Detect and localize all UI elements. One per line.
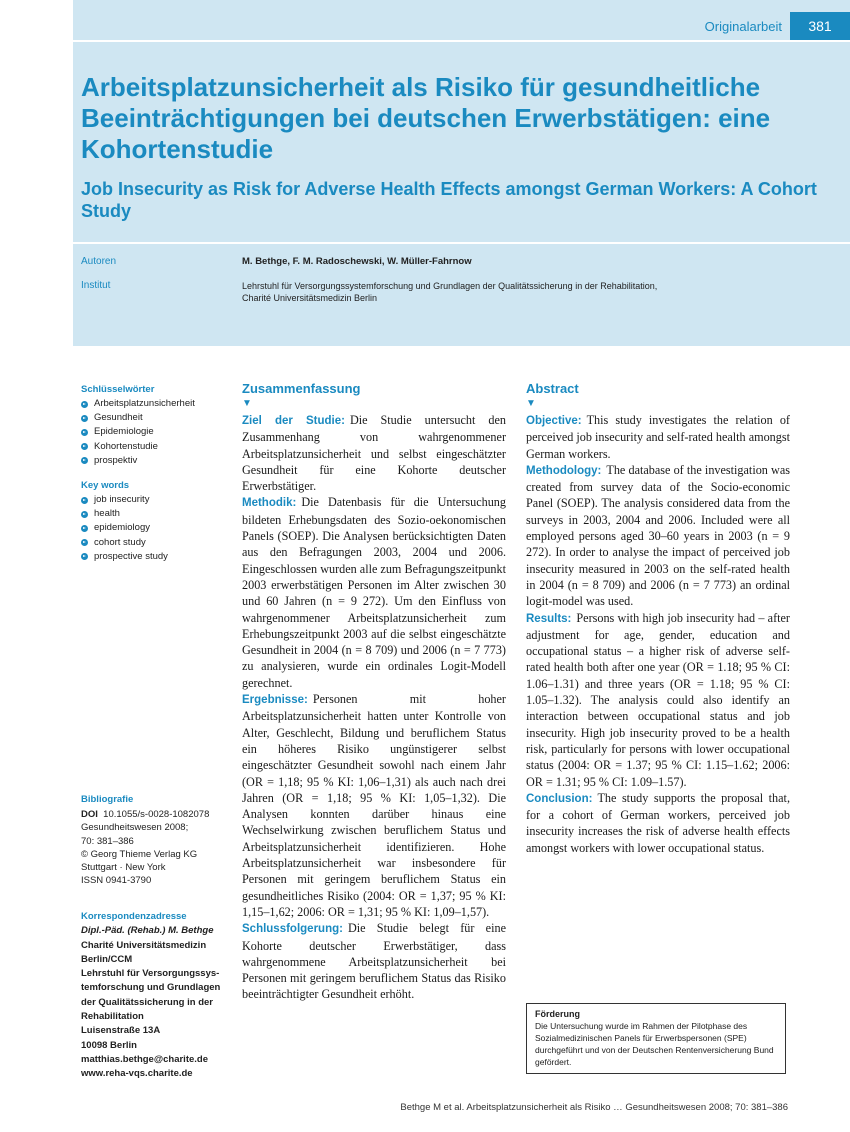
- corr-line: der Qualitätssicherung in der: [81, 996, 213, 1008]
- corr-line: Rehabilitation: [81, 1011, 144, 1023]
- section-text: Personen mit hoher Arbeitsplatzunsicherheit hatten unter Kontrolle von Alter, Geschlecht, Bildung und beruflichem Status ein höheres Risiko ungünstigerer selbst eingeschätzter Gesundheit sowohl nach einem Jahr (OR = 1,18; 95 % KI: 1,06–1,31) als auch nach drei Jahren (OR = 1,18; 95 % KI: 1,05–1,32). Die Analysen konnten darüber hinaus eine Wechselwirkung zwischen beruflichem Status und Arbeitsplatzunsicherheit identifizieren. Hohe Arbeitsplatzunsicherheit war insbesondere für Personen mit geringem beruflichem Status ein gesundheitliches Risiko (2004: OR = 1,37; 95 % KI: 1,15–1,62; 2006: OR = 1,31; 95 % KI: 1,09–1,57).: [242, 692, 506, 919]
- abstract-section: [242, 920, 506, 1002]
- correspondence: [81, 910, 231, 1082]
- keyword-text: prospective study: [94, 550, 168, 562]
- keyword-de: [81, 454, 231, 468]
- keyword-text: epidemiology: [94, 522, 150, 534]
- section-text: This study investigates the relation of perceived job insecurity and self-rated health amongst German workers.: [526, 413, 790, 461]
- keyword-text: job insecurity: [94, 494, 150, 506]
- funding-box: [526, 1003, 786, 1074]
- keyword-en: [81, 493, 231, 507]
- doi-line: [81, 808, 231, 821]
- doi-label: DOI: [81, 809, 98, 821]
- keywords-en-title: Key words: [81, 480, 130, 492]
- abstract-de-body: [242, 412, 506, 1003]
- keyword-de: [81, 425, 231, 439]
- biblio-line: 70: 381–386: [81, 835, 134, 847]
- keyword-en: [81, 536, 231, 550]
- abstract-section: [242, 412, 506, 494]
- keyword-de: [81, 411, 231, 425]
- section-text: Die Datenbasis für die Untersuchung bildeten Erhebungsdaten des Sozio-oekonomischen Panels (SOEP). Die Analysen berücksichtigten Daten aus den Befragungen 2003, 2004 und 2006. Eingeschlossen wurden alle zum Befragungszeitpunkt 2003 erwerbstätigen Personen im Alter zwischen 30 und 60 Jahren (n = 9 272). Um den Einfluss von wahrgenommener Arbeitsplatzunsicherheit zum Erhebungszeitpunkt 2003 auf die selbst eingeschätzte Gesundheit in 2004 (n = 8 709) und 2006 (n = 7 773) zu analysieren, wurde ein ordinales Logit-Modell gerechnet.: [242, 495, 506, 690]
- biblio-line: Gesundheitswesen 2008;: [81, 822, 189, 834]
- corr-line: matthias.bethge@charite.de: [81, 1053, 208, 1065]
- biblio-line: Stuttgart · New York: [81, 862, 166, 874]
- bullet-arrow-icon: [81, 443, 88, 450]
- abstract-german: [242, 380, 506, 1003]
- section-label: Methodik:: [242, 497, 297, 510]
- bullet-arrow-icon: [81, 457, 88, 464]
- abstract-english: [526, 380, 790, 856]
- bullet-arrow-icon: [81, 429, 88, 436]
- keywords-de-list: [81, 397, 231, 468]
- corr-line: Lehrstuhl für Versorgungssys-: [81, 968, 220, 980]
- section-label: Originalarbeit: [704, 19, 782, 34]
- keywords-en-list: [81, 493, 231, 564]
- section-text: The database of the investigation was created from survey data of the Socio-economic Panel (SOEP). The analysis considered data from the surveys in 2003, 2004 and 2006. Included were all employed persons aged 30–60 years in 2003 (n = 9 272). In order to analyse the impact of perceived job insecurity measured in 2003 on the self-rated health in 2004 (n = 8 709) and 2006 (n = 7 773) an ordinal logit-model was used.: [526, 462, 790, 609]
- bullet-arrow-icon: [81, 539, 88, 546]
- sidebar-keywords: [81, 384, 231, 576]
- top-bar: [73, 0, 850, 42]
- abstract-en-heading: Abstract: [526, 381, 579, 396]
- biblio-title: Bibliografie: [81, 794, 134, 805]
- corr-lines: [81, 939, 231, 1082]
- bullet-arrow-icon: [81, 525, 88, 532]
- section-label: Ergebnisse:: [242, 694, 308, 707]
- section-text: Die Studie belegt für eine Kohorte deutscher Erwerbstätiger, dass wahrgenommene Arbeitsplatzunsicherheit bei Personen mit geringem beruflichem Status das Risiko beeinträchtigter Gesundheit erhöht.: [242, 921, 506, 1002]
- institute-label: Institut: [81, 280, 111, 291]
- institute-line: Charité Universitätsmedizin Berlin: [242, 293, 378, 303]
- bullet-arrow-icon: [81, 415, 88, 422]
- section-text: The study supports the proposal that, for a cohort of German workers, perceived job insecurity increases the risk of adverse health effects amongst workers with lower occupational status.: [526, 790, 790, 855]
- institute: [242, 280, 762, 304]
- section-label: Ziel der Studie:: [242, 415, 345, 427]
- corr-line: www.reha-vqs.charite.de: [81, 1068, 193, 1080]
- abstract-section: [242, 494, 506, 691]
- triangle-down-icon: ▼: [526, 398, 536, 409]
- keyword-en: [81, 507, 231, 521]
- title-german: Arbeitsplatzunsicherheit als Risiko für gesundheitliche Beeinträchtigungen bei deutschen Erwerbstätigen: eine Kohortenstudie: [81, 72, 771, 164]
- section-label: Methodology:: [526, 464, 602, 477]
- corr-line: Luisenstraße 13A: [81, 1025, 161, 1037]
- section-label: Objective:: [526, 415, 582, 427]
- abstract-section: [242, 691, 506, 920]
- abstract-de-heading: Zusammenfassung: [242, 381, 361, 396]
- biblio-lines: [81, 821, 231, 887]
- funding-title: Förderung: [535, 1009, 580, 1019]
- page-footer: Bethge M et al. Arbeitsplatzunsicherheit als Risiko … Gesundheitswesen 2008; 70: 381–386: [400, 1102, 788, 1113]
- bullet-arrow-icon: [81, 401, 88, 408]
- keyword-de: [81, 440, 231, 454]
- keyword-text: prospektiv: [94, 454, 138, 466]
- abstract-section: [526, 462, 790, 610]
- keyword-text: Kohortenstudie: [94, 440, 158, 452]
- corr-title: Korrespondenzadresse: [81, 911, 187, 922]
- abstract-section: [526, 610, 790, 790]
- keyword-de: [81, 397, 231, 411]
- authors-label: Autoren: [81, 256, 117, 267]
- keywords-de-title: Schlüsselwörter: [81, 384, 155, 395]
- abstract-section: [526, 412, 790, 462]
- section-text: Persons with high job insecurity had – after adjustment for age, gender, education and occupational status – a higher risk of adverse self-rated health both after one year (OR = 1.18; 95 % CI: 1.06–1.31) and three years (OR = 1.18; 95 % CI: 1.05–1.32). The analysis could also identify an interaction between occupational status and job insecurity. High job insecurity proved to be a health risk, particularly for persons with lower occupational status (2004: OR = 1.37; 95 % CI: 1.15–1.62; 2006: OR = 1.31; 95 % CI: 1.09–1.57).: [526, 610, 790, 789]
- bullet-arrow-icon: [81, 511, 88, 518]
- abstract-section: [526, 790, 790, 856]
- corr-line: Berlin/CCM: [81, 953, 133, 965]
- keyword-text: Epidemiologie: [94, 426, 154, 438]
- corr-line: 10098 Berlin: [81, 1039, 137, 1051]
- title-english: Job Insecurity as Risk for Adverse Health Effects amongst German Workers: A Cohort Study: [81, 179, 817, 221]
- keyword-text: cohort study: [94, 536, 146, 548]
- keyword-text: Arbeitsplatzunsicherheit: [94, 398, 195, 409]
- page-number: 381: [790, 12, 850, 40]
- bibliography: [81, 793, 231, 887]
- authors: M. Bethge, F. M. Radoschewski, W. Müller-Fahrnow: [242, 256, 472, 267]
- keyword-text: health: [94, 508, 120, 520]
- funding-text: Die Untersuchung wurde im Rahmen der Pilotphase des Sozialmedizinischen Panels für Erwerbspersonen (SPE) durchgeführt und von der Deutschen Rentenversicherung Bund gefördert.: [535, 1021, 774, 1067]
- triangle-down-icon: ▼: [242, 398, 252, 409]
- corr-line: temforschung und Grundlagen: [81, 982, 221, 994]
- section-label: Conclusion:: [526, 792, 593, 805]
- corr-line: Charité Universitätsmedizin: [81, 939, 207, 951]
- biblio-line: ISSN 0941-3790: [81, 875, 152, 887]
- doi-value: 10.1055/s-0028-1082078: [103, 809, 210, 821]
- abstract-en-body: [526, 412, 790, 856]
- section-text: Die Studie untersucht den Zusammenhang von wahrgenommener Arbeitsplatzunsicherheit und selbst eingeschätzter Gesundheit für eine Kohorte deutscher Erwerbstätiger.: [242, 413, 506, 494]
- corr-name: Dipl.-Päd. (Rehab.) M. Bethge: [81, 925, 214, 937]
- section-label: Schlussfolgerung:: [242, 923, 343, 936]
- bullet-arrow-icon: [81, 497, 88, 504]
- bullet-arrow-icon: [81, 553, 88, 560]
- keyword-en: [81, 550, 231, 564]
- section-label: Results:: [526, 612, 572, 625]
- keyword-text: Gesundheit: [94, 412, 143, 424]
- divider: [73, 242, 850, 244]
- keyword-en: [81, 521, 231, 535]
- institute-line: Lehrstuhl für Versorgungssystemforschung und Grundlagen der Qualitätssicherung in der Rehabilitation,: [242, 281, 658, 291]
- biblio-line: © Georg Thieme Verlag KG: [81, 848, 198, 860]
